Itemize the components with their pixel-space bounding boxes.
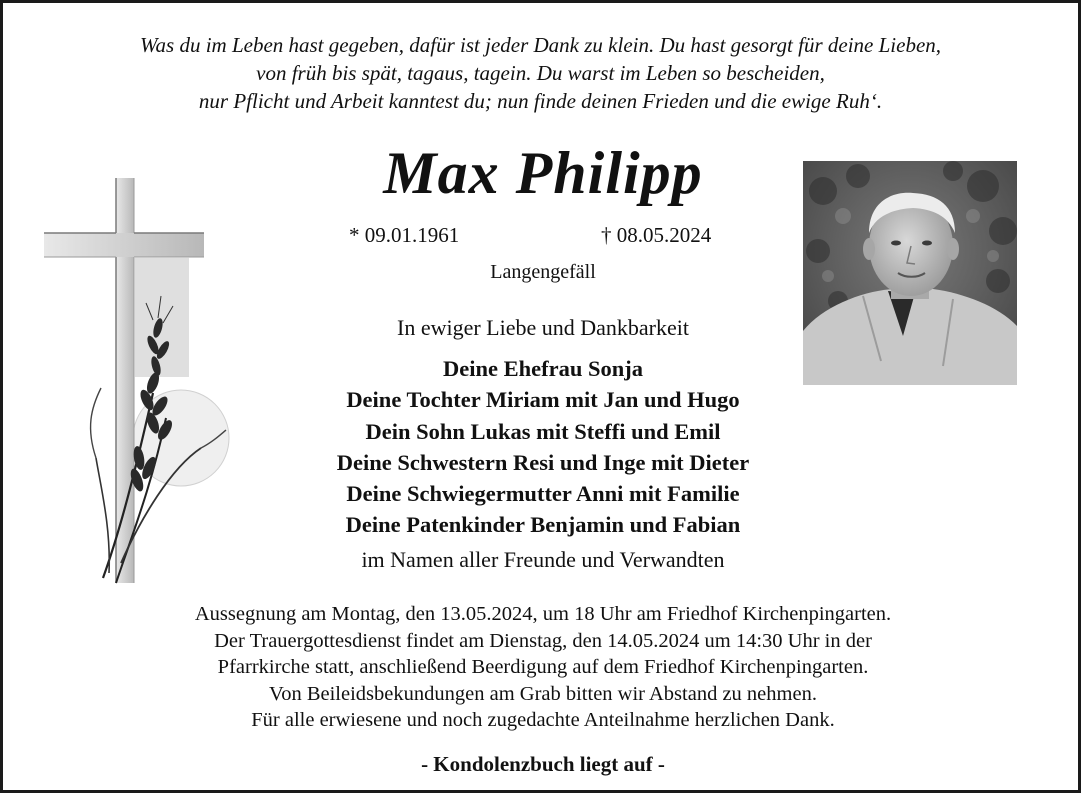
mourner-line: Deine Tochter Miriam mit Jan und Hugo <box>346 387 740 413</box>
poem-line: von früh bis spät, tagaus, tagein. Du warst im Leben so bescheiden, <box>256 61 825 85</box>
mourner-line: Deine Patenkinder Benjamin und Fabian <box>345 512 741 538</box>
mourner-line: Deine Ehefrau Sonja <box>442 356 643 381</box>
mourners-closing: im Namen aller Freunde und Verwandten <box>361 547 725 572</box>
mourner-line: Dein Sohn Lukas mit Steffi und Emil <box>365 418 721 444</box>
memorial-poem <box>33 31 1048 115</box>
mourner-list <box>243 353 843 541</box>
info-line: Von Beileidsbekundungen am Grab bitten wir Abstand zu nehmen. <box>269 682 817 705</box>
info-line: Für alle erwiesene und noch zugedachte Anteilnahme herzlichen Dank. <box>251 709 835 731</box>
birth-date: * 09.01.1961 <box>349 223 460 247</box>
poem-line: nur Pflicht und Arbeit kanntest du; nun finde deinen Frieden und die ewige Ruh‘. <box>198 89 883 113</box>
info-line: Aussegnung am Montag, den 13.05.2024, um 18 Uhr am Friedhof Kirchenpingarten. <box>194 603 892 625</box>
death-date: † 08.05.2024 <box>601 223 712 247</box>
deceased-name: Max Philipp <box>383 140 703 206</box>
info-line: Der Trauergottesdienst findet am Dienstag, den 14.05.2024 um 14:30 Uhr in der <box>214 629 872 652</box>
home-place: Langengefäll <box>490 261 596 283</box>
funeral-info <box>63 601 1023 734</box>
mourner-line: Deine Schwestern Resi und Inge mit Dieter <box>336 449 750 475</box>
info-line: Pfarrkirche statt, anschließend Beerdigung auf dem Friedhof Kirchenpingarten. <box>217 656 869 678</box>
mourner-line: Deine Schwiegermutter Anni mit Familie <box>346 481 740 507</box>
mourners-intro: In ewiger Liebe und Dankbarkeit <box>397 315 689 340</box>
cross-with-wheat-icon <box>41 168 241 593</box>
portrait-photo <box>803 161 1017 385</box>
poem-line: Was du im Leben hast gegeben, dafür ist jeder Dank zu klein. Du hast gesorgt für deine Lieben, <box>139 33 942 57</box>
condolence-book-note: - Kondolenzbuch liegt auf - <box>421 752 665 776</box>
